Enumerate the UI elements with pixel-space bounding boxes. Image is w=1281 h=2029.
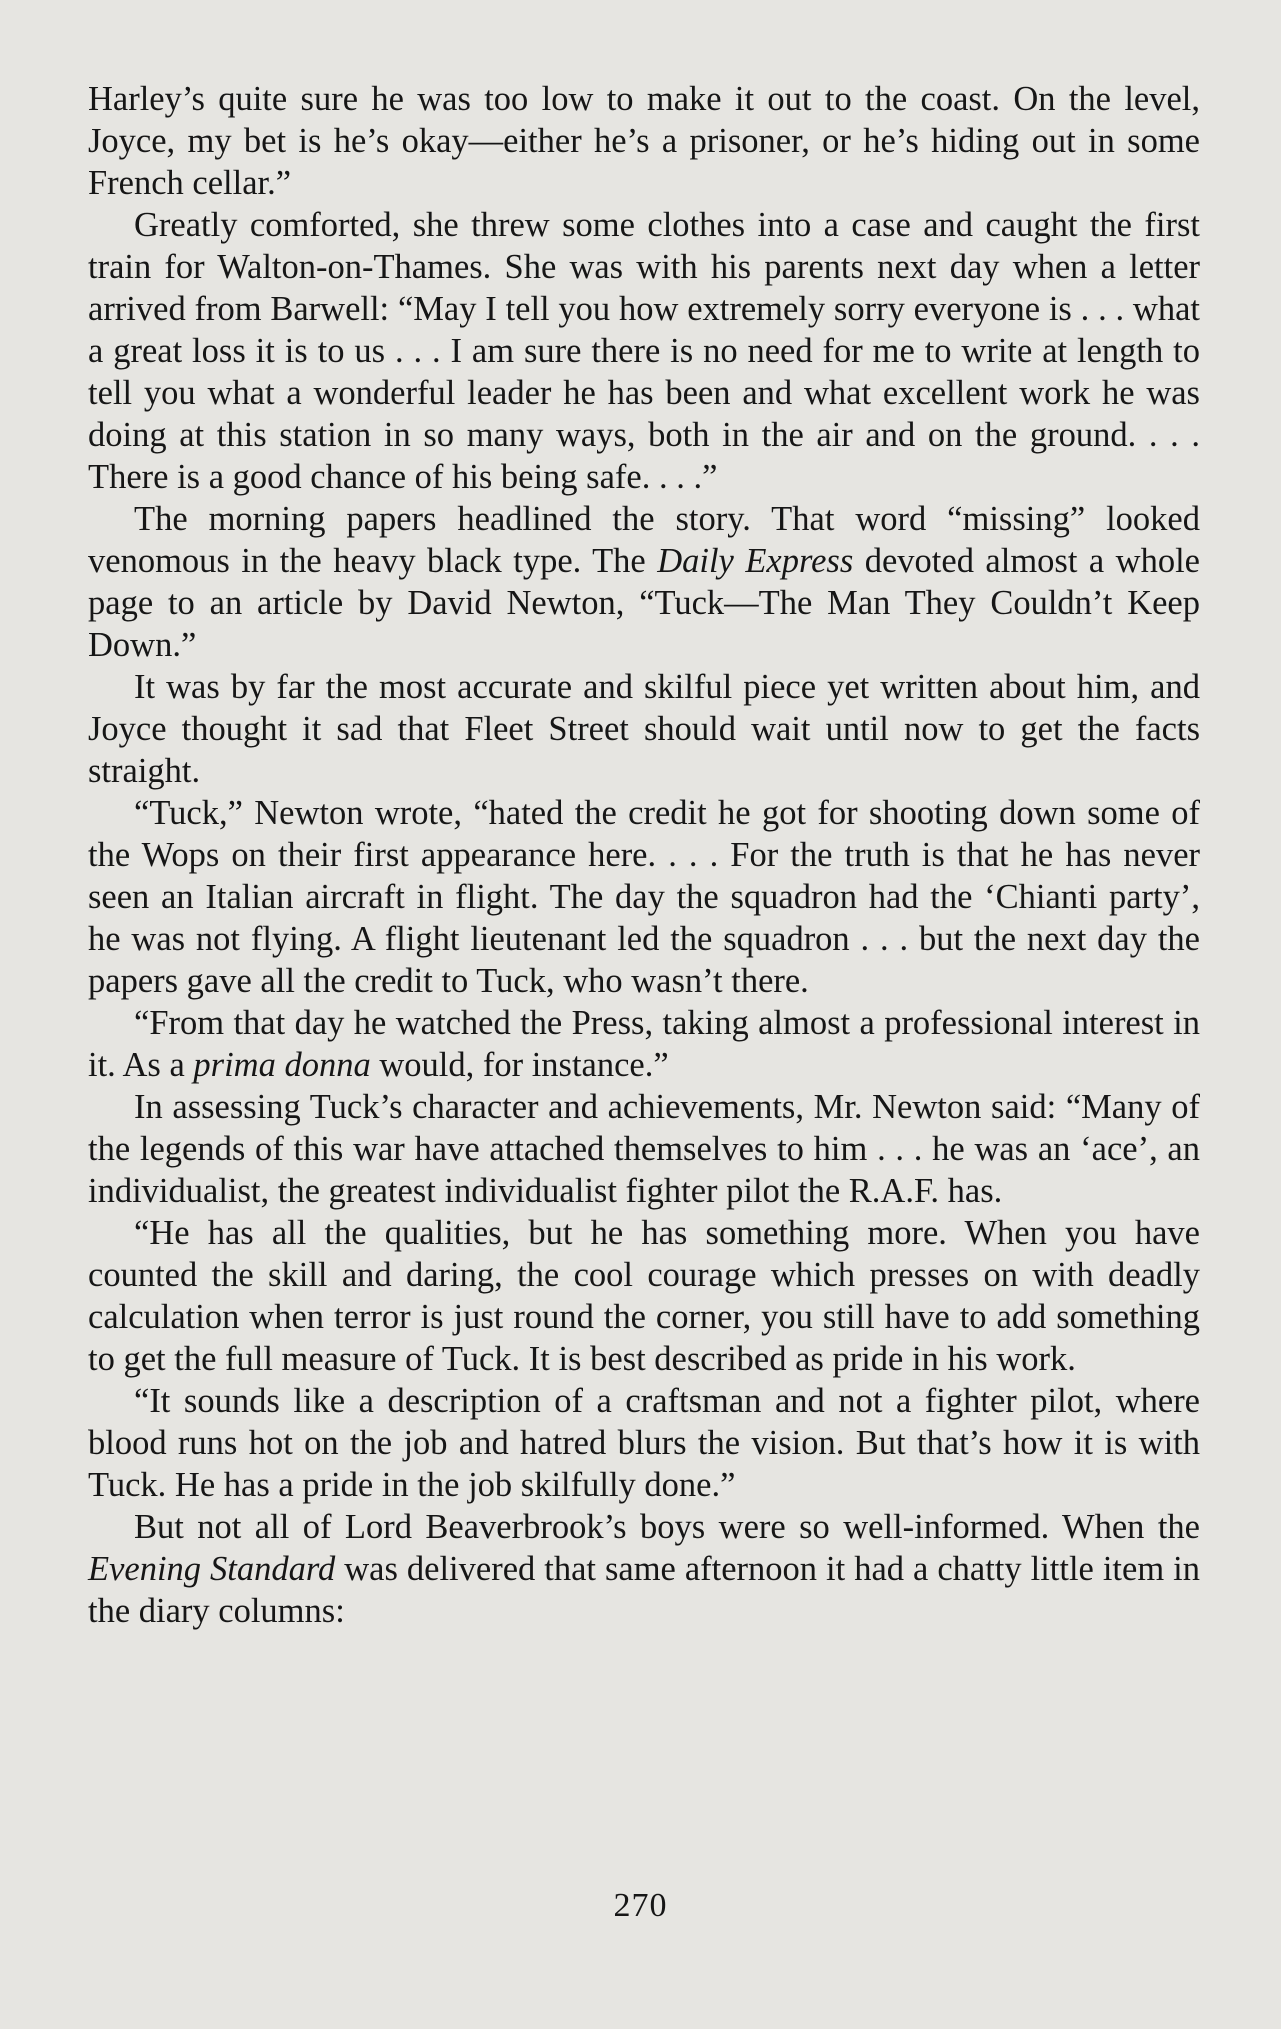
text-run: Greatly comforted, she threw some clothes into a case and caught the first train for Walton-on-Thames. She was with his parents next day when a letter arrived from Barwell: “May I tell you how extremely sorry everyone is . . . what a great loss it is to us . . . I am sure there is no need for me to write at length to tell you what a wonderful leader he has been and what excellent work he was doing at this station in so many ways, both in the air and on the ground. . . . There is a good chance of his being safe. . . .” [88,206,1200,496]
italic-title: Evening Standard [88,1550,336,1588]
text-run: “He has all the qualities, but he has something more. When you have counted the skill and daring, the cool courage which presses on with deadly calculation when terror is just round the corner, you still have to add something to get the full measure of Tuck. It is best described as pride in his work. [88,1214,1200,1378]
text-run: devoted almost a whole page to an article by David Newton, “Tuck—The Man They Couldn’t Keep Down.” [88,542,1200,664]
text-run: It was by far the most accurate and skilful piece yet written about him, and Joyce thought it sad that Fleet Street should wait until now to get the facts straight. [88,668,1200,790]
paragraph [88,498,1200,666]
paragraph [88,78,1200,204]
italic-title: prima donna [193,1046,371,1084]
body-text [88,78,1200,1632]
paragraph [88,1086,1200,1212]
page-number: 270 [613,1887,668,1924]
text-run: “Tuck,” Newton wrote, “hated the credit he got for shooting down some of the Wops on their first appearance here. . . . For the truth is that he has never seen an Italian aircraft in flight. The day the squadron had the ‘Chianti party’, he was not flying. A flight lieutenant led the squadron . . . but the next day the papers gave all the credit to Tuck, who wasn’t there. [88,794,1200,1000]
text-run: “It sounds like a description of a craftsman and not a fighter pilot, where blood runs hot on the job and hatred blurs the vision. But that’s how it is with Tuck. He has a pride in the job skilfully done.” [88,1382,1200,1504]
paragraph [88,1506,1200,1632]
text-run: “From that day he watched the Press, taking almost a professional interest in it. As a [88,1004,1200,1084]
text-run: was delivered that same afternoon it had a chatty little item in the diary columns: [88,1550,1201,1630]
text-run: In assessing Tuck’s character and achievements, Mr. Newton said: “Many of the legends of this war have attached themselves to him . . . he was an ‘ace’, an individualist, the greatest individualist fighter pilot the R.A.F. has. [88,1088,1200,1210]
paragraph [88,1212,1200,1380]
paragraph [88,792,1200,1002]
text-run: The morning papers headlined the story. That word “missing” looked venomous in the heavy black type. The [88,500,1200,580]
paragraph [88,204,1200,498]
text-run: But not all of Lord Beaverbrook’s boys were so well-informed. When the [134,1508,1200,1546]
italic-title: Daily Express [657,542,854,580]
text-run: would, for instance.” [370,1046,669,1084]
text-run: Harley’s quite sure he was too low to make it out to the coast. On the level, Joyce, my bet is he’s okay—either he’s a prisoner, or he’s hiding out in some French cellar.” [88,80,1200,202]
paragraph [88,666,1200,792]
paragraph [88,1002,1200,1086]
paragraph [88,1380,1200,1506]
